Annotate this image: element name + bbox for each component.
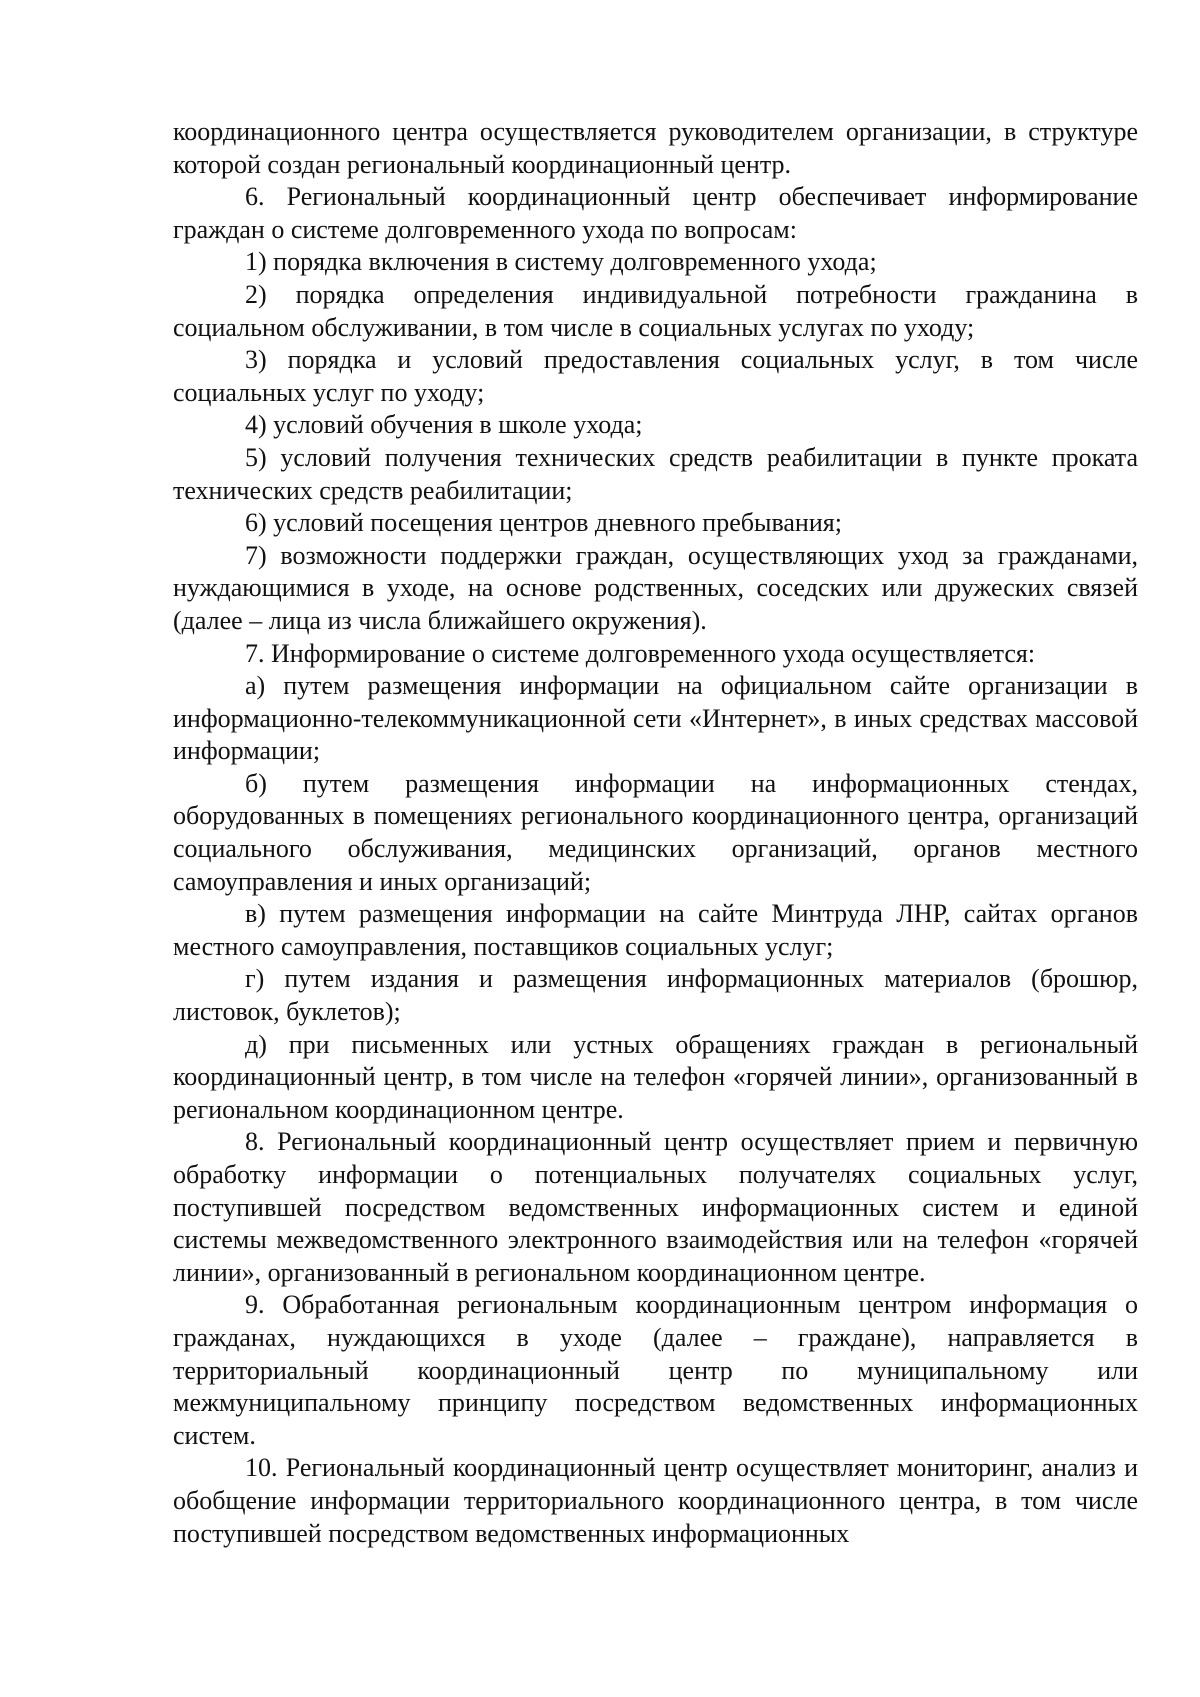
subitem-7-b: б) путем размещения информации на информационных стендах, оборудованных в помещениях регионального координационного центра, организаций социального обслуживания, медицинских организаций, органов местного самоуправления и иных организаций;	[173, 768, 1138, 896]
subitem-7-a: а) путем размещения информации на официальном сайте организации в информационно-телекоммуникационной сети «Интернет», в иных средствах массовой информации;	[173, 671, 1138, 766]
subitem-6-6: 6) условий посещения центров дневного пребывания;	[245, 508, 842, 538]
paragraph-item-10: 10. Региональный координационный центр осуществляет мониторинг, анализ и обобщение информации территориального координационного центра, в том числе поступившей посредством ведомственных информационных	[173, 1453, 1138, 1548]
subitem-6-3: 3) порядка и условий предоставления социальных услуг, в том числе социальных услуг по уходу;	[173, 345, 1138, 407]
paragraph-item-6: 6. Региональный координационный центр обеспечивает информирование граждан о системе долговременного ухода по вопросам:	[173, 182, 1138, 244]
paragraph-item-8: 8. Региональный координационный центр осуществляет прием и первичную обработку информации о потенциальных получателях социальных услуг, поступившей посредством ведомственных информационных систем и единой системы межведомственного электронного взаимодействия или на телефон «горячей линии», организованный в региональном координационном центре.	[173, 1127, 1138, 1287]
subitem-7-v: в) путем размещения информации на сайте Минтруда ЛНР, сайтах органов местного самоуправления, поставщиков социальных услуг;	[173, 899, 1138, 961]
subitem-6-5: 5) условий получения технических средств реабилитации в пункте проката технических средств реабилитации;	[173, 442, 1138, 505]
subitem-7-g: г) путем издания и размещения информационных материалов (брошюр, листовок, буклетов);	[173, 964, 1138, 1027]
subitem-7-d: д) при письменных или устных обращениях граждан в региональный координационный центр, в том числе на телефон «горячей линии», организованный в региональном координационном центре.	[173, 1029, 1138, 1124]
subitem-6-4: 4) условий обучения в школе ухода;	[245, 410, 643, 440]
paragraph-item-7: 7. Информирование о системе долговременного ухода осуществляется:	[245, 638, 1036, 668]
subitem-6-7: 7) возможности поддержки граждан, осуществляющих уход за гражданами, нуждающимися в уходе, на основе родственных, соседских или дружеских связей (далее – лица из числа ближайшего окружения).	[173, 540, 1138, 635]
subitem-6-2: 2) порядка определения индивидуальной потребности гражданина в социальном обслуживании, в том числе в социальных услугах по уходу;	[173, 279, 1138, 342]
paragraph-item-9: 9. Обработанная региональным координационным центром информация о гражданах, нуждающихся в уходе (далее – граждане), направляется в территориальный координационный центр по муниципальному или межмуниципальному принципу посредством ведомственных информационных систем.	[173, 1290, 1138, 1450]
paragraph-continuation: координационного центра осуществляется руководителем организации, в структуре которой создан региональный координационный центр.	[173, 117, 1138, 179]
document-page	[173, 116, 1138, 1550]
subitem-6-1: 1) порядка включения в систему долговременного ухода;	[245, 247, 877, 277]
